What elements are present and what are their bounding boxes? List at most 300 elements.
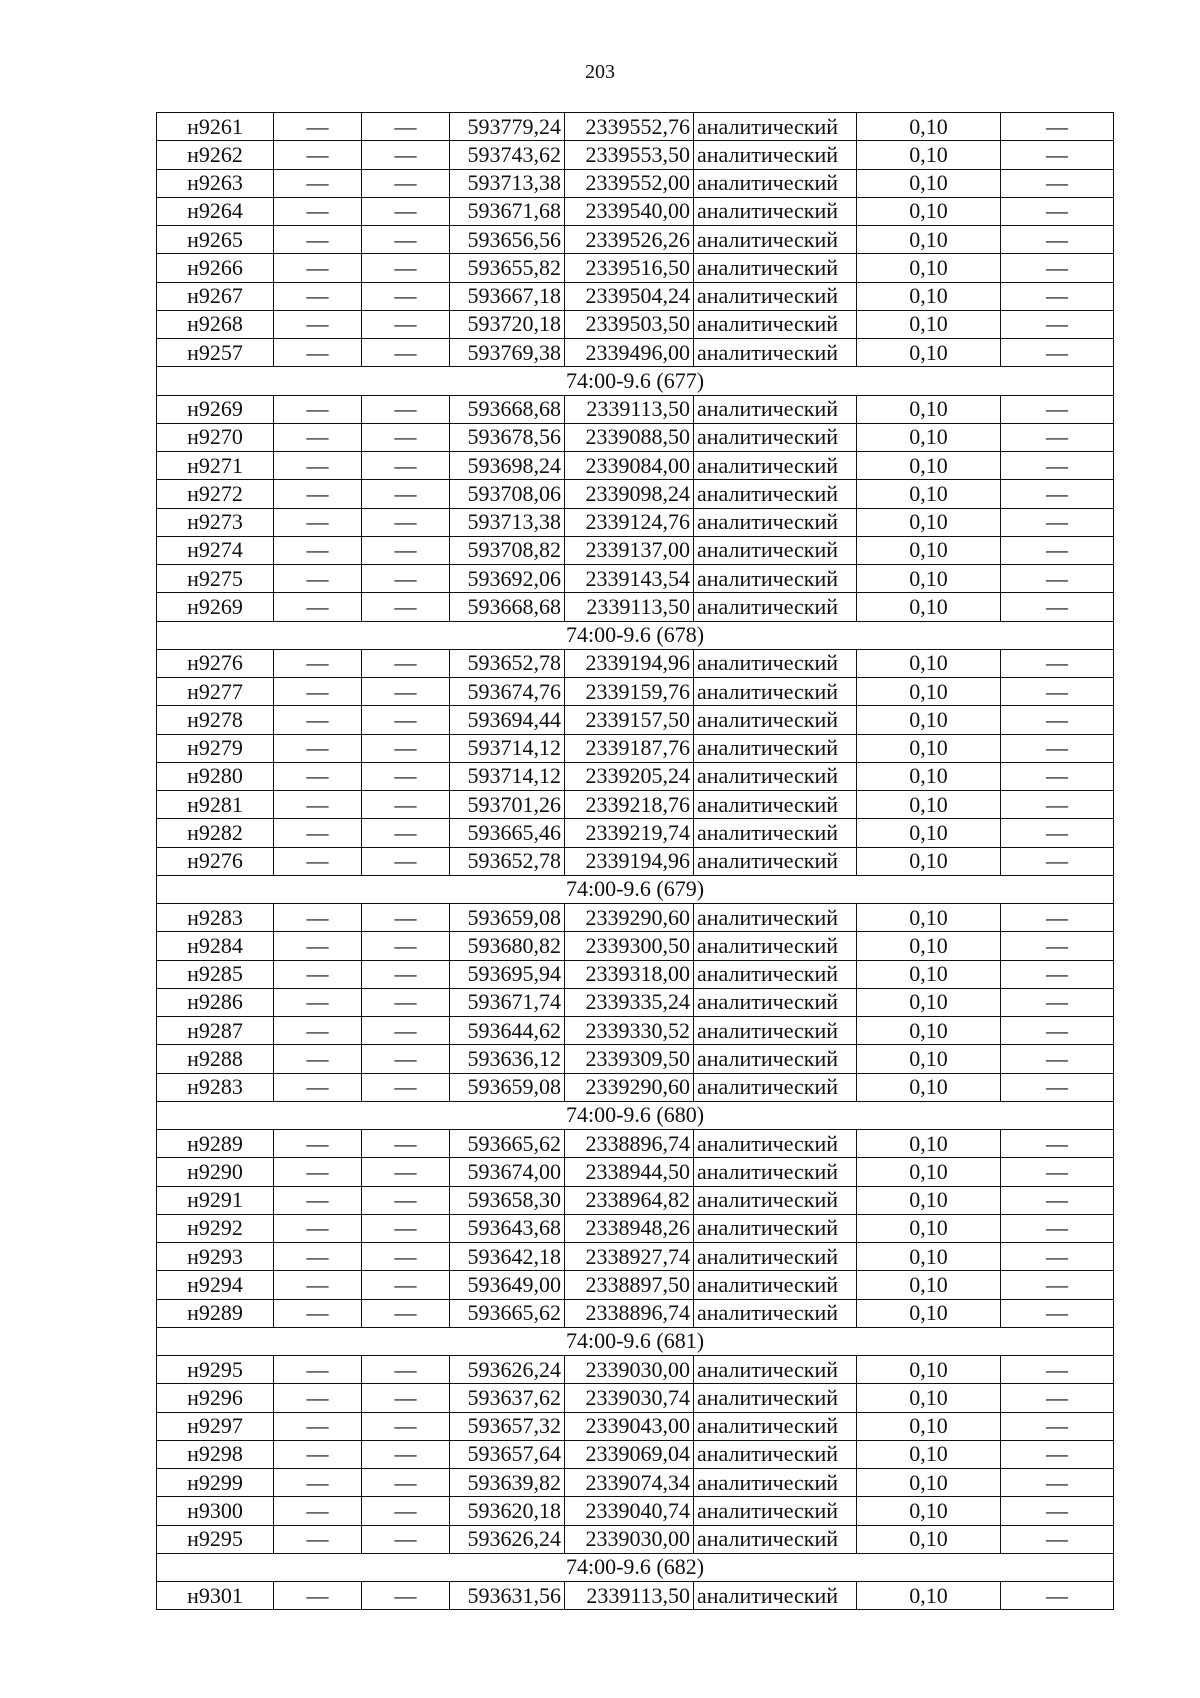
point-id-cell: н9300 bbox=[157, 1497, 274, 1525]
table-row bbox=[157, 1017, 1114, 1045]
y-coordinate-cell: 2339157,50 bbox=[565, 706, 694, 734]
empty-cell-dash: — bbox=[1001, 226, 1114, 254]
empty-cell-dash: — bbox=[362, 339, 450, 367]
x-coordinate-cell: 593656,56 bbox=[450, 226, 565, 254]
table-row bbox=[157, 847, 1114, 875]
empty-cell-dash: — bbox=[274, 226, 362, 254]
accuracy-cell: 0,10 bbox=[857, 1469, 1001, 1497]
empty-cell-dash: — bbox=[1001, 1017, 1114, 1045]
empty-cell-dash: — bbox=[362, 1017, 450, 1045]
empty-cell-dash: — bbox=[362, 649, 450, 677]
point-id-cell: н9280 bbox=[157, 762, 274, 790]
empty-cell-dash: — bbox=[274, 197, 362, 225]
y-coordinate-cell: 2339084,00 bbox=[565, 452, 694, 480]
empty-cell-dash: — bbox=[1001, 1214, 1114, 1242]
method-cell: аналитический bbox=[694, 819, 857, 847]
empty-cell-dash: — bbox=[274, 536, 362, 564]
empty-cell-dash: — bbox=[362, 169, 450, 197]
empty-cell-dash: — bbox=[1001, 1073, 1114, 1101]
accuracy-cell: 0,10 bbox=[857, 1299, 1001, 1327]
empty-cell-dash: — bbox=[1001, 1243, 1114, 1271]
empty-cell-dash: — bbox=[362, 1582, 450, 1610]
y-coordinate-cell: 2339074,34 bbox=[565, 1469, 694, 1497]
accuracy-cell: 0,10 bbox=[857, 452, 1001, 480]
method-cell: аналитический bbox=[694, 1214, 857, 1242]
method-cell: аналитический bbox=[694, 1243, 857, 1271]
empty-cell-dash: — bbox=[362, 1299, 450, 1327]
x-coordinate-cell: 593637,62 bbox=[450, 1384, 565, 1412]
empty-cell-dash: — bbox=[274, 988, 362, 1016]
empty-cell-dash: — bbox=[362, 1243, 450, 1271]
accuracy-cell: 0,10 bbox=[857, 1045, 1001, 1073]
y-coordinate-cell: 2339113,50 bbox=[565, 593, 694, 621]
table-row bbox=[157, 706, 1114, 734]
point-id-cell: н9295 bbox=[157, 1525, 274, 1553]
table-row bbox=[157, 141, 1114, 169]
empty-cell-dash: — bbox=[1001, 904, 1114, 932]
table-row bbox=[157, 565, 1114, 593]
empty-cell-dash: — bbox=[274, 678, 362, 706]
table-row bbox=[157, 1045, 1114, 1073]
table-row bbox=[157, 1412, 1114, 1440]
x-coordinate-cell: 593743,62 bbox=[450, 141, 565, 169]
empty-cell-dash: — bbox=[274, 649, 362, 677]
y-coordinate-cell: 2339300,50 bbox=[565, 932, 694, 960]
empty-cell-dash: — bbox=[362, 1469, 450, 1497]
empty-cell-dash: — bbox=[274, 113, 362, 141]
table-row bbox=[157, 904, 1114, 932]
x-coordinate-cell: 593652,78 bbox=[450, 649, 565, 677]
method-cell: аналитический bbox=[694, 762, 857, 790]
point-id-cell: н9274 bbox=[157, 536, 274, 564]
empty-cell-dash: — bbox=[1001, 395, 1114, 423]
table-row bbox=[157, 1356, 1114, 1384]
section-header-row bbox=[157, 621, 1114, 649]
table-row bbox=[157, 197, 1114, 225]
empty-cell-dash: — bbox=[362, 819, 450, 847]
y-coordinate-cell: 2339113,50 bbox=[565, 395, 694, 423]
accuracy-cell: 0,10 bbox=[857, 1582, 1001, 1610]
empty-cell-dash: — bbox=[1001, 1582, 1114, 1610]
y-coordinate-cell: 2339552,00 bbox=[565, 169, 694, 197]
point-id-cell: н9291 bbox=[157, 1186, 274, 1214]
empty-cell-dash: — bbox=[274, 1045, 362, 1073]
empty-cell-dash: — bbox=[362, 1497, 450, 1525]
empty-cell-dash: — bbox=[274, 1017, 362, 1045]
empty-cell-dash: — bbox=[362, 1412, 450, 1440]
table-row bbox=[157, 1130, 1114, 1158]
empty-cell-dash: — bbox=[274, 480, 362, 508]
empty-cell-dash: — bbox=[274, 1073, 362, 1101]
x-coordinate-cell: 593631,56 bbox=[450, 1582, 565, 1610]
empty-cell-dash: — bbox=[362, 1186, 450, 1214]
x-coordinate-cell: 593708,82 bbox=[450, 536, 565, 564]
section-header: 74:00-9.6 (678) bbox=[157, 621, 1114, 649]
method-cell: аналитический bbox=[694, 254, 857, 282]
point-id-cell: н9293 bbox=[157, 1243, 274, 1271]
table-row bbox=[157, 1186, 1114, 1214]
method-cell: аналитический bbox=[694, 1299, 857, 1327]
x-coordinate-cell: 593655,82 bbox=[450, 254, 565, 282]
x-coordinate-cell: 593769,38 bbox=[450, 339, 565, 367]
table-row bbox=[157, 593, 1114, 621]
table-row bbox=[157, 282, 1114, 310]
empty-cell-dash: — bbox=[274, 819, 362, 847]
point-id-cell: н9261 bbox=[157, 113, 274, 141]
method-cell: аналитический bbox=[694, 1469, 857, 1497]
empty-cell-dash: — bbox=[1001, 988, 1114, 1016]
empty-cell-dash: — bbox=[274, 847, 362, 875]
accuracy-cell: 0,10 bbox=[857, 1356, 1001, 1384]
method-cell: аналитический bbox=[694, 508, 857, 536]
empty-cell-dash: — bbox=[274, 169, 362, 197]
table-row bbox=[157, 791, 1114, 819]
method-cell: аналитический bbox=[694, 282, 857, 310]
y-coordinate-cell: 2338944,50 bbox=[565, 1158, 694, 1186]
point-id-cell: н9262 bbox=[157, 141, 274, 169]
empty-cell-dash: — bbox=[1001, 1384, 1114, 1412]
method-cell: аналитический bbox=[694, 1440, 857, 1468]
x-coordinate-cell: 593668,68 bbox=[450, 395, 565, 423]
empty-cell-dash: — bbox=[362, 960, 450, 988]
method-cell: аналитический bbox=[694, 480, 857, 508]
x-coordinate-cell: 593626,24 bbox=[450, 1356, 565, 1384]
accuracy-cell: 0,10 bbox=[857, 423, 1001, 451]
y-coordinate-cell: 2338948,26 bbox=[565, 1214, 694, 1242]
method-cell: аналитический bbox=[694, 226, 857, 254]
table-row bbox=[157, 395, 1114, 423]
method-cell: аналитический bbox=[694, 197, 857, 225]
table-row bbox=[157, 762, 1114, 790]
accuracy-cell: 0,10 bbox=[857, 819, 1001, 847]
point-id-cell: н9269 bbox=[157, 593, 274, 621]
y-coordinate-cell: 2339040,74 bbox=[565, 1497, 694, 1525]
accuracy-cell: 0,10 bbox=[857, 310, 1001, 338]
empty-cell-dash: — bbox=[1001, 1045, 1114, 1073]
method-cell: аналитический bbox=[694, 988, 857, 1016]
empty-cell-dash: — bbox=[274, 734, 362, 762]
empty-cell-dash: — bbox=[1001, 1271, 1114, 1299]
table-row bbox=[157, 480, 1114, 508]
y-coordinate-cell: 2339098,24 bbox=[565, 480, 694, 508]
x-coordinate-cell: 593642,18 bbox=[450, 1243, 565, 1271]
empty-cell-dash: — bbox=[362, 762, 450, 790]
point-id-cell: н9296 bbox=[157, 1384, 274, 1412]
accuracy-cell: 0,10 bbox=[857, 480, 1001, 508]
empty-cell-dash: — bbox=[1001, 423, 1114, 451]
x-coordinate-cell: 593701,26 bbox=[450, 791, 565, 819]
empty-cell-dash: — bbox=[1001, 678, 1114, 706]
method-cell: аналитический bbox=[694, 395, 857, 423]
point-id-cell: н9288 bbox=[157, 1045, 274, 1073]
y-coordinate-cell: 2339194,96 bbox=[565, 847, 694, 875]
y-coordinate-cell: 2339030,00 bbox=[565, 1356, 694, 1384]
empty-cell-dash: — bbox=[274, 1525, 362, 1553]
point-id-cell: н9267 bbox=[157, 282, 274, 310]
table-row bbox=[157, 1497, 1114, 1525]
point-id-cell: н9276 bbox=[157, 649, 274, 677]
point-id-cell: н9275 bbox=[157, 565, 274, 593]
empty-cell-dash: — bbox=[362, 565, 450, 593]
accuracy-cell: 0,10 bbox=[857, 113, 1001, 141]
empty-cell-dash: — bbox=[1001, 480, 1114, 508]
empty-cell-dash: — bbox=[1001, 1525, 1114, 1553]
point-id-cell: н9285 bbox=[157, 960, 274, 988]
empty-cell-dash: — bbox=[274, 1243, 362, 1271]
y-coordinate-cell: 2339043,00 bbox=[565, 1412, 694, 1440]
x-coordinate-cell: 593659,08 bbox=[450, 1073, 565, 1101]
x-coordinate-cell: 593644,62 bbox=[450, 1017, 565, 1045]
x-coordinate-cell: 593708,06 bbox=[450, 480, 565, 508]
x-coordinate-cell: 593713,38 bbox=[450, 169, 565, 197]
y-coordinate-cell: 2339088,50 bbox=[565, 423, 694, 451]
point-id-cell: н9283 bbox=[157, 1073, 274, 1101]
accuracy-cell: 0,10 bbox=[857, 734, 1001, 762]
y-coordinate-cell: 2339124,76 bbox=[565, 508, 694, 536]
y-coordinate-cell: 2339318,00 bbox=[565, 960, 694, 988]
table-row bbox=[157, 452, 1114, 480]
section-header: 74:00-9.6 (681) bbox=[157, 1327, 1114, 1355]
y-coordinate-cell: 2339496,00 bbox=[565, 339, 694, 367]
empty-cell-dash: — bbox=[274, 1497, 362, 1525]
accuracy-cell: 0,10 bbox=[857, 791, 1001, 819]
point-id-cell: н9271 bbox=[157, 452, 274, 480]
y-coordinate-cell: 2339290,60 bbox=[565, 1073, 694, 1101]
y-coordinate-cell: 2338964,82 bbox=[565, 1186, 694, 1214]
y-coordinate-cell: 2339516,50 bbox=[565, 254, 694, 282]
method-cell: аналитический bbox=[694, 1384, 857, 1412]
method-cell: аналитический bbox=[694, 904, 857, 932]
point-id-cell: н9257 bbox=[157, 339, 274, 367]
empty-cell-dash: — bbox=[362, 706, 450, 734]
accuracy-cell: 0,10 bbox=[857, 1214, 1001, 1242]
empty-cell-dash: — bbox=[274, 565, 362, 593]
point-id-cell: н9292 bbox=[157, 1214, 274, 1242]
y-coordinate-cell: 2339290,60 bbox=[565, 904, 694, 932]
x-coordinate-cell: 593674,76 bbox=[450, 678, 565, 706]
table-row bbox=[157, 1158, 1114, 1186]
empty-cell-dash: — bbox=[274, 1271, 362, 1299]
empty-cell-dash: — bbox=[1001, 197, 1114, 225]
accuracy-cell: 0,10 bbox=[857, 1497, 1001, 1525]
table-row bbox=[157, 1299, 1114, 1327]
empty-cell-dash: — bbox=[1001, 734, 1114, 762]
y-coordinate-cell: 2339187,76 bbox=[565, 734, 694, 762]
method-cell: аналитический bbox=[694, 678, 857, 706]
method-cell: аналитический bbox=[694, 932, 857, 960]
x-coordinate-cell: 593678,56 bbox=[450, 423, 565, 451]
empty-cell-dash: — bbox=[362, 423, 450, 451]
empty-cell-dash: — bbox=[274, 282, 362, 310]
accuracy-cell: 0,10 bbox=[857, 649, 1001, 677]
section-header: 74:00-9.6 (679) bbox=[157, 875, 1114, 903]
empty-cell-dash: — bbox=[1001, 1412, 1114, 1440]
y-coordinate-cell: 2338896,74 bbox=[565, 1130, 694, 1158]
method-cell: аналитический bbox=[694, 1271, 857, 1299]
section-header: 74:00-9.6 (682) bbox=[157, 1553, 1114, 1581]
empty-cell-dash: — bbox=[362, 1440, 450, 1468]
empty-cell-dash: — bbox=[362, 1525, 450, 1553]
empty-cell-dash: — bbox=[274, 1186, 362, 1214]
empty-cell-dash: — bbox=[274, 706, 362, 734]
table-row bbox=[157, 113, 1114, 141]
y-coordinate-cell: 2339030,74 bbox=[565, 1384, 694, 1412]
table-row bbox=[157, 1214, 1114, 1242]
y-coordinate-cell: 2339143,54 bbox=[565, 565, 694, 593]
empty-cell-dash: — bbox=[1001, 1186, 1114, 1214]
section-header-row bbox=[157, 1101, 1114, 1129]
y-coordinate-cell: 2339526,26 bbox=[565, 226, 694, 254]
point-id-cell: н9286 bbox=[157, 988, 274, 1016]
empty-cell-dash: — bbox=[362, 904, 450, 932]
x-coordinate-cell: 593636,12 bbox=[450, 1045, 565, 1073]
empty-cell-dash: — bbox=[362, 1045, 450, 1073]
accuracy-cell: 0,10 bbox=[857, 593, 1001, 621]
accuracy-cell: 0,10 bbox=[857, 226, 1001, 254]
empty-cell-dash: — bbox=[362, 1214, 450, 1242]
accuracy-cell: 0,10 bbox=[857, 565, 1001, 593]
method-cell: аналитический bbox=[694, 1017, 857, 1045]
empty-cell-dash: — bbox=[362, 734, 450, 762]
method-cell: аналитический bbox=[694, 113, 857, 141]
x-coordinate-cell: 593649,00 bbox=[450, 1271, 565, 1299]
accuracy-cell: 0,10 bbox=[857, 847, 1001, 875]
table-row bbox=[157, 960, 1114, 988]
x-coordinate-cell: 593620,18 bbox=[450, 1497, 565, 1525]
empty-cell-dash: — bbox=[1001, 1497, 1114, 1525]
method-cell: аналитический bbox=[694, 791, 857, 819]
accuracy-cell: 0,10 bbox=[857, 1130, 1001, 1158]
empty-cell-dash: — bbox=[1001, 339, 1114, 367]
empty-cell-dash: — bbox=[1001, 762, 1114, 790]
empty-cell-dash: — bbox=[1001, 536, 1114, 564]
method-cell: аналитический bbox=[694, 847, 857, 875]
method-cell: аналитический bbox=[694, 339, 857, 367]
table-row bbox=[157, 988, 1114, 1016]
table-row bbox=[157, 1271, 1114, 1299]
empty-cell-dash: — bbox=[1001, 847, 1114, 875]
empty-cell-dash: — bbox=[362, 1073, 450, 1101]
accuracy-cell: 0,10 bbox=[857, 169, 1001, 197]
empty-cell-dash: — bbox=[1001, 310, 1114, 338]
y-coordinate-cell: 2339218,76 bbox=[565, 791, 694, 819]
accuracy-cell: 0,10 bbox=[857, 1017, 1001, 1045]
x-coordinate-cell: 593698,24 bbox=[450, 452, 565, 480]
method-cell: аналитический bbox=[694, 536, 857, 564]
accuracy-cell: 0,10 bbox=[857, 1073, 1001, 1101]
point-id-cell: н9279 bbox=[157, 734, 274, 762]
empty-cell-dash: — bbox=[274, 508, 362, 536]
section-header: 74:00-9.6 (680) bbox=[157, 1101, 1114, 1129]
table-body bbox=[157, 113, 1114, 1610]
empty-cell-dash: — bbox=[1001, 819, 1114, 847]
point-id-cell: н9299 bbox=[157, 1469, 274, 1497]
empty-cell-dash: — bbox=[1001, 1158, 1114, 1186]
y-coordinate-cell: 2339552,76 bbox=[565, 113, 694, 141]
empty-cell-dash: — bbox=[1001, 1440, 1114, 1468]
x-coordinate-cell: 593694,44 bbox=[450, 706, 565, 734]
accuracy-cell: 0,10 bbox=[857, 536, 1001, 564]
accuracy-cell: 0,10 bbox=[857, 395, 1001, 423]
table-row bbox=[157, 1582, 1114, 1610]
x-coordinate-cell: 593665,62 bbox=[450, 1299, 565, 1327]
empty-cell-dash: — bbox=[274, 254, 362, 282]
empty-cell-dash: — bbox=[362, 593, 450, 621]
x-coordinate-cell: 593779,24 bbox=[450, 113, 565, 141]
x-coordinate-cell: 593657,64 bbox=[450, 1440, 565, 1468]
point-id-cell: н9272 bbox=[157, 480, 274, 508]
point-id-cell: н9273 bbox=[157, 508, 274, 536]
method-cell: аналитический bbox=[694, 169, 857, 197]
x-coordinate-cell: 593692,06 bbox=[450, 565, 565, 593]
accuracy-cell: 0,10 bbox=[857, 1271, 1001, 1299]
y-coordinate-cell: 2339503,50 bbox=[565, 310, 694, 338]
table-row bbox=[157, 169, 1114, 197]
empty-cell-dash: — bbox=[362, 395, 450, 423]
method-cell: аналитический bbox=[694, 706, 857, 734]
x-coordinate-cell: 593720,18 bbox=[450, 310, 565, 338]
y-coordinate-cell: 2339553,50 bbox=[565, 141, 694, 169]
accuracy-cell: 0,10 bbox=[857, 932, 1001, 960]
empty-cell-dash: — bbox=[1001, 169, 1114, 197]
x-coordinate-cell: 593659,08 bbox=[450, 904, 565, 932]
accuracy-cell: 0,10 bbox=[857, 254, 1001, 282]
section-header-row bbox=[157, 1327, 1114, 1355]
point-id-cell: н9301 bbox=[157, 1582, 274, 1610]
y-coordinate-cell: 2338927,74 bbox=[565, 1243, 694, 1271]
y-coordinate-cell: 2339159,76 bbox=[565, 678, 694, 706]
method-cell: аналитический bbox=[694, 1186, 857, 1214]
method-cell: аналитический bbox=[694, 960, 857, 988]
table-row bbox=[157, 1525, 1114, 1553]
x-coordinate-cell: 593671,68 bbox=[450, 197, 565, 225]
y-coordinate-cell: 2339113,50 bbox=[565, 1582, 694, 1610]
empty-cell-dash: — bbox=[362, 1271, 450, 1299]
x-coordinate-cell: 593665,62 bbox=[450, 1130, 565, 1158]
method-cell: аналитический bbox=[694, 734, 857, 762]
method-cell: аналитический bbox=[694, 1525, 857, 1553]
empty-cell-dash: — bbox=[362, 508, 450, 536]
empty-cell-dash: — bbox=[274, 310, 362, 338]
table-row bbox=[157, 226, 1114, 254]
point-id-cell: н9283 bbox=[157, 904, 274, 932]
accuracy-cell: 0,10 bbox=[857, 282, 1001, 310]
x-coordinate-cell: 593714,12 bbox=[450, 762, 565, 790]
accuracy-cell: 0,10 bbox=[857, 197, 1001, 225]
point-id-cell: н9281 bbox=[157, 791, 274, 819]
empty-cell-dash: — bbox=[274, 1384, 362, 1412]
method-cell: аналитический bbox=[694, 452, 857, 480]
point-id-cell: н9278 bbox=[157, 706, 274, 734]
method-cell: аналитический bbox=[694, 1497, 857, 1525]
empty-cell-dash: — bbox=[1001, 113, 1114, 141]
accuracy-cell: 0,10 bbox=[857, 141, 1001, 169]
accuracy-cell: 0,10 bbox=[857, 762, 1001, 790]
empty-cell-dash: — bbox=[362, 480, 450, 508]
x-coordinate-cell: 593714,12 bbox=[450, 734, 565, 762]
accuracy-cell: 0,10 bbox=[857, 1412, 1001, 1440]
empty-cell-dash: — bbox=[274, 932, 362, 960]
method-cell: аналитический bbox=[694, 423, 857, 451]
empty-cell-dash: — bbox=[274, 791, 362, 819]
y-coordinate-cell: 2339309,50 bbox=[565, 1045, 694, 1073]
point-id-cell: н9277 bbox=[157, 678, 274, 706]
accuracy-cell: 0,10 bbox=[857, 1158, 1001, 1186]
y-coordinate-cell: 2339205,24 bbox=[565, 762, 694, 790]
point-id-cell: н9276 bbox=[157, 847, 274, 875]
accuracy-cell: 0,10 bbox=[857, 706, 1001, 734]
empty-cell-dash: — bbox=[274, 452, 362, 480]
